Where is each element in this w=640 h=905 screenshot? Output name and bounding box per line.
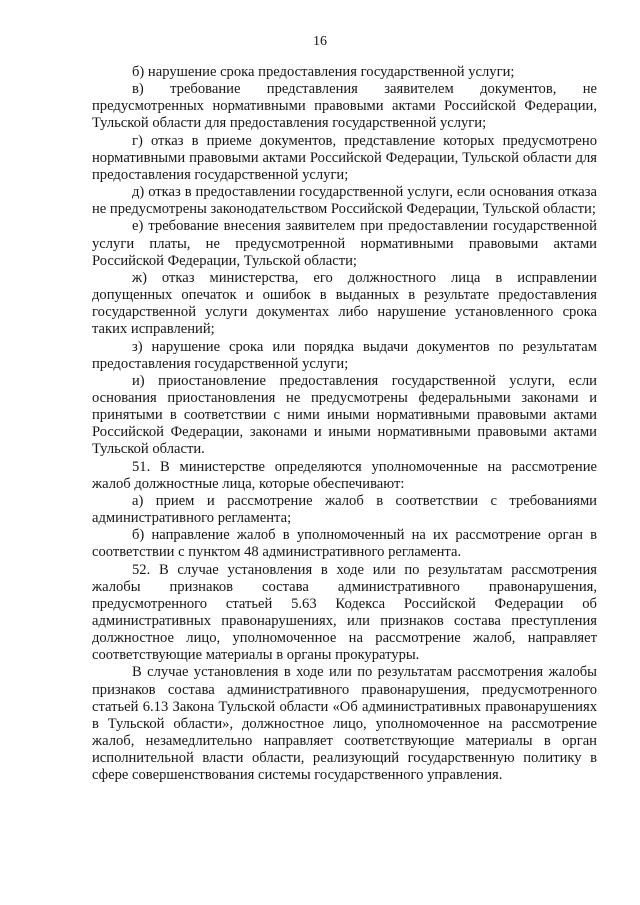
paragraph-item-g: г) отказ в приеме документов, представление которых предусмотрено нормативными правовыми актами Российской Федерации, Тульской области для предоставления государственной услуги;: [92, 132, 601, 183]
paragraph-item-i: и) приостановление предоставления государственной услуги, если основания приостановления не предусмотрены федеральными законами и принятыми в соответствии с ними иными нормативными правовыми актами Российской Федерации, законами и иными нормативными правовыми актами Тульской области.: [92, 372, 601, 458]
paragraph-item-e: е) требование внесения заявителем при предоставлении государственной услуги платы, не предусмотренной нормативными правовыми актами Российской Федерации, Тульской области;: [92, 218, 601, 269]
page-number: 16: [313, 34, 327, 49]
paragraph-clause-51: 51. В министерстве определяются уполномоченные на рассмотрение жалоб должностные лица, которые обеспечивают:: [92, 458, 601, 492]
paragraph-item-b-referral: б) направление жалоб в уполномоченный на их рассмотрение орган в соответствии с пунктом 48 административного регламента.: [92, 527, 601, 561]
paragraph-item-d: д) отказ в предоставлении государственной услуги, если основания отказа не предусмотрены законодательством Российской Федерации, Тульской области;: [92, 184, 601, 218]
paragraph-clause-52: 52. В случае установления в ходе или по результатам рассмотрения жалобы признаков состава административного правонарушения, предусмотренного статьей 5.63 Кодекса Российской Федерации об административных правонарушениях, или признаков состава преступления должностное лицо, уполномоченное на рассмотрение жалоб, направляет соответствующие материалы в органы прокуратуры.: [92, 561, 601, 664]
paragraph-clause-52-continued: В случае установления в ходе или по результатам рассмотрения жалобы признаков состава административного правонарушения, предусмотренного статьей 6.13 Закона Тульской области «Об административных правонарушениях в Тульской области», должностное лицо, уполномоченное на рассмотрение жалоб, незамедлительно направляет соответствующие материалы в орган исполнительной власти области, реализующий государственную политику в сфере совершенствования системы государственного управления.: [92, 664, 601, 784]
document-body: [92, 64, 601, 785]
paragraph-item-z: з) нарушение срока или порядка выдачи документов по результатам предоставления государственной услуги;: [92, 338, 601, 372]
paragraph-item-zh: ж) отказ министерства, его должностного лица в исправлении допущенных опечаток и ошибок в выданных в результате предоставления государственной услуги документах либо нарушение установленного срока таких исправлений;: [92, 269, 601, 338]
paragraph-item-b: б) нарушение срока предоставления государственной услуги;: [132, 64, 515, 80]
paragraph-item-a: а) прием и рассмотрение жалоб в соответствии с требованиями административного регламента;: [92, 492, 601, 527]
paragraph-item-v: в) требование представления заявителем документов, не предусмотренных нормативными правовыми актами Российской Федерации, Тульской области для предоставления государственной услуги;: [92, 81, 601, 132]
